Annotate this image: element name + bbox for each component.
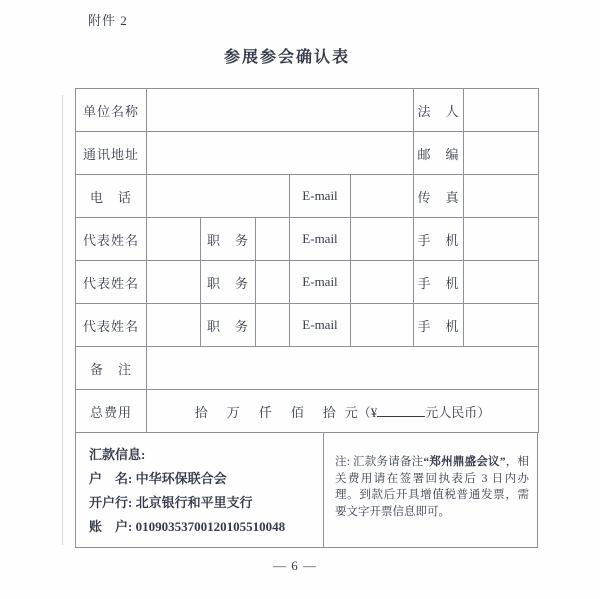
representative-row-1 — [76, 218, 539, 261]
representative-row-2 — [76, 261, 539, 304]
email-input-cell — [351, 175, 414, 218]
note-prefix-text: 注: 汇款务请备注 — [335, 456, 424, 468]
postcode-label: 邮 编 — [414, 132, 464, 175]
rep-title-input-cell — [256, 218, 290, 261]
legal-person-label: 法 人 — [414, 89, 464, 132]
rep-email-label: E-mail — [290, 218, 351, 261]
remittance-info — [76, 433, 324, 547]
confirmation-form-table — [75, 88, 538, 548]
rep-title-label: 职 务 — [201, 304, 256, 347]
remark-row — [76, 347, 539, 390]
rep-mobile-label: 手 机 — [414, 261, 464, 304]
rep-mobile-input-cell — [464, 261, 539, 304]
rep-email-label: E-mail — [290, 304, 351, 347]
remittance-heading: 汇款信息: — [89, 447, 146, 462]
page-title: 参展参会确认表 — [223, 49, 350, 66]
total-cost-label: 总费用 — [76, 390, 147, 433]
unit-name-label: 单位名称 — [76, 89, 147, 132]
remark-label: 备 注 — [76, 347, 147, 390]
rep-name-label: 代表姓名 — [76, 218, 147, 261]
rep-mobile-label: 手 机 — [414, 218, 464, 261]
address-input-cell — [147, 132, 414, 175]
page-number: — 6 — — [273, 558, 317, 573]
total-cost-content — [147, 390, 539, 433]
rep-title-input-cell — [256, 304, 290, 347]
note-highlight-text: “郑州鼎盛会议” — [423, 456, 506, 468]
rep-email-input-cell — [351, 218, 414, 261]
note-suffix-text: ，相关费用请在签署回执表后 3 日内办理。到款后开具增值税普通发票，需要文字开票信息即可。 — [335, 456, 530, 518]
footer-info-box — [75, 433, 538, 548]
rep-email-input-cell — [351, 261, 414, 304]
currency-prefix-text: 元（¥ — [344, 404, 378, 420]
unit-name-row — [76, 89, 539, 132]
phone-label: 电 话 — [76, 175, 147, 218]
account-name-line: 户 名: 中华环保联合会 — [89, 471, 227, 486]
phone-row — [76, 175, 539, 218]
payment-note — [324, 433, 537, 547]
attachment-label: 附件 2 — [88, 13, 128, 28]
scan-artifact-line — [62, 95, 63, 545]
email-label: E-mail — [290, 175, 351, 218]
rep-email-label: E-mail — [290, 261, 351, 304]
address-label: 通讯地址 — [76, 132, 147, 175]
representative-row-3 — [76, 304, 539, 347]
rep-name-input-cell — [147, 218, 201, 261]
rep-mobile-label: 手 机 — [414, 304, 464, 347]
rep-name-label: 代表姓名 — [76, 304, 147, 347]
rep-name-input-cell — [147, 304, 201, 347]
bank-branch-line: 开户行: 北京银行和平里支行 — [89, 495, 253, 510]
remark-input-cell — [147, 347, 539, 390]
postcode-input-cell — [464, 132, 539, 175]
fax-input-cell — [464, 175, 539, 218]
rep-name-label: 代表姓名 — [76, 261, 147, 304]
rep-title-label: 职 务 — [201, 261, 256, 304]
amount-blank-line — [377, 405, 425, 417]
rep-name-input-cell — [147, 261, 201, 304]
fax-label: 传 真 — [414, 175, 464, 218]
rep-mobile-input-cell — [464, 218, 539, 261]
rep-title-label: 职 务 — [201, 218, 256, 261]
unit-name-input-cell — [147, 89, 414, 132]
rep-title-input-cell — [256, 261, 290, 304]
legal-person-input-cell — [464, 89, 539, 132]
rep-mobile-input-cell — [464, 304, 539, 347]
rep-email-input-cell — [351, 304, 414, 347]
currency-suffix-text: 元人民币） — [425, 404, 491, 420]
address-row — [76, 132, 539, 175]
phone-input-cell — [147, 175, 290, 218]
account-number-line: 账 户: 01090353700120105510048 — [89, 519, 286, 534]
amount-units-text: 拾 万 仟 佰 拾 — [194, 404, 339, 420]
total-cost-row — [76, 390, 539, 433]
